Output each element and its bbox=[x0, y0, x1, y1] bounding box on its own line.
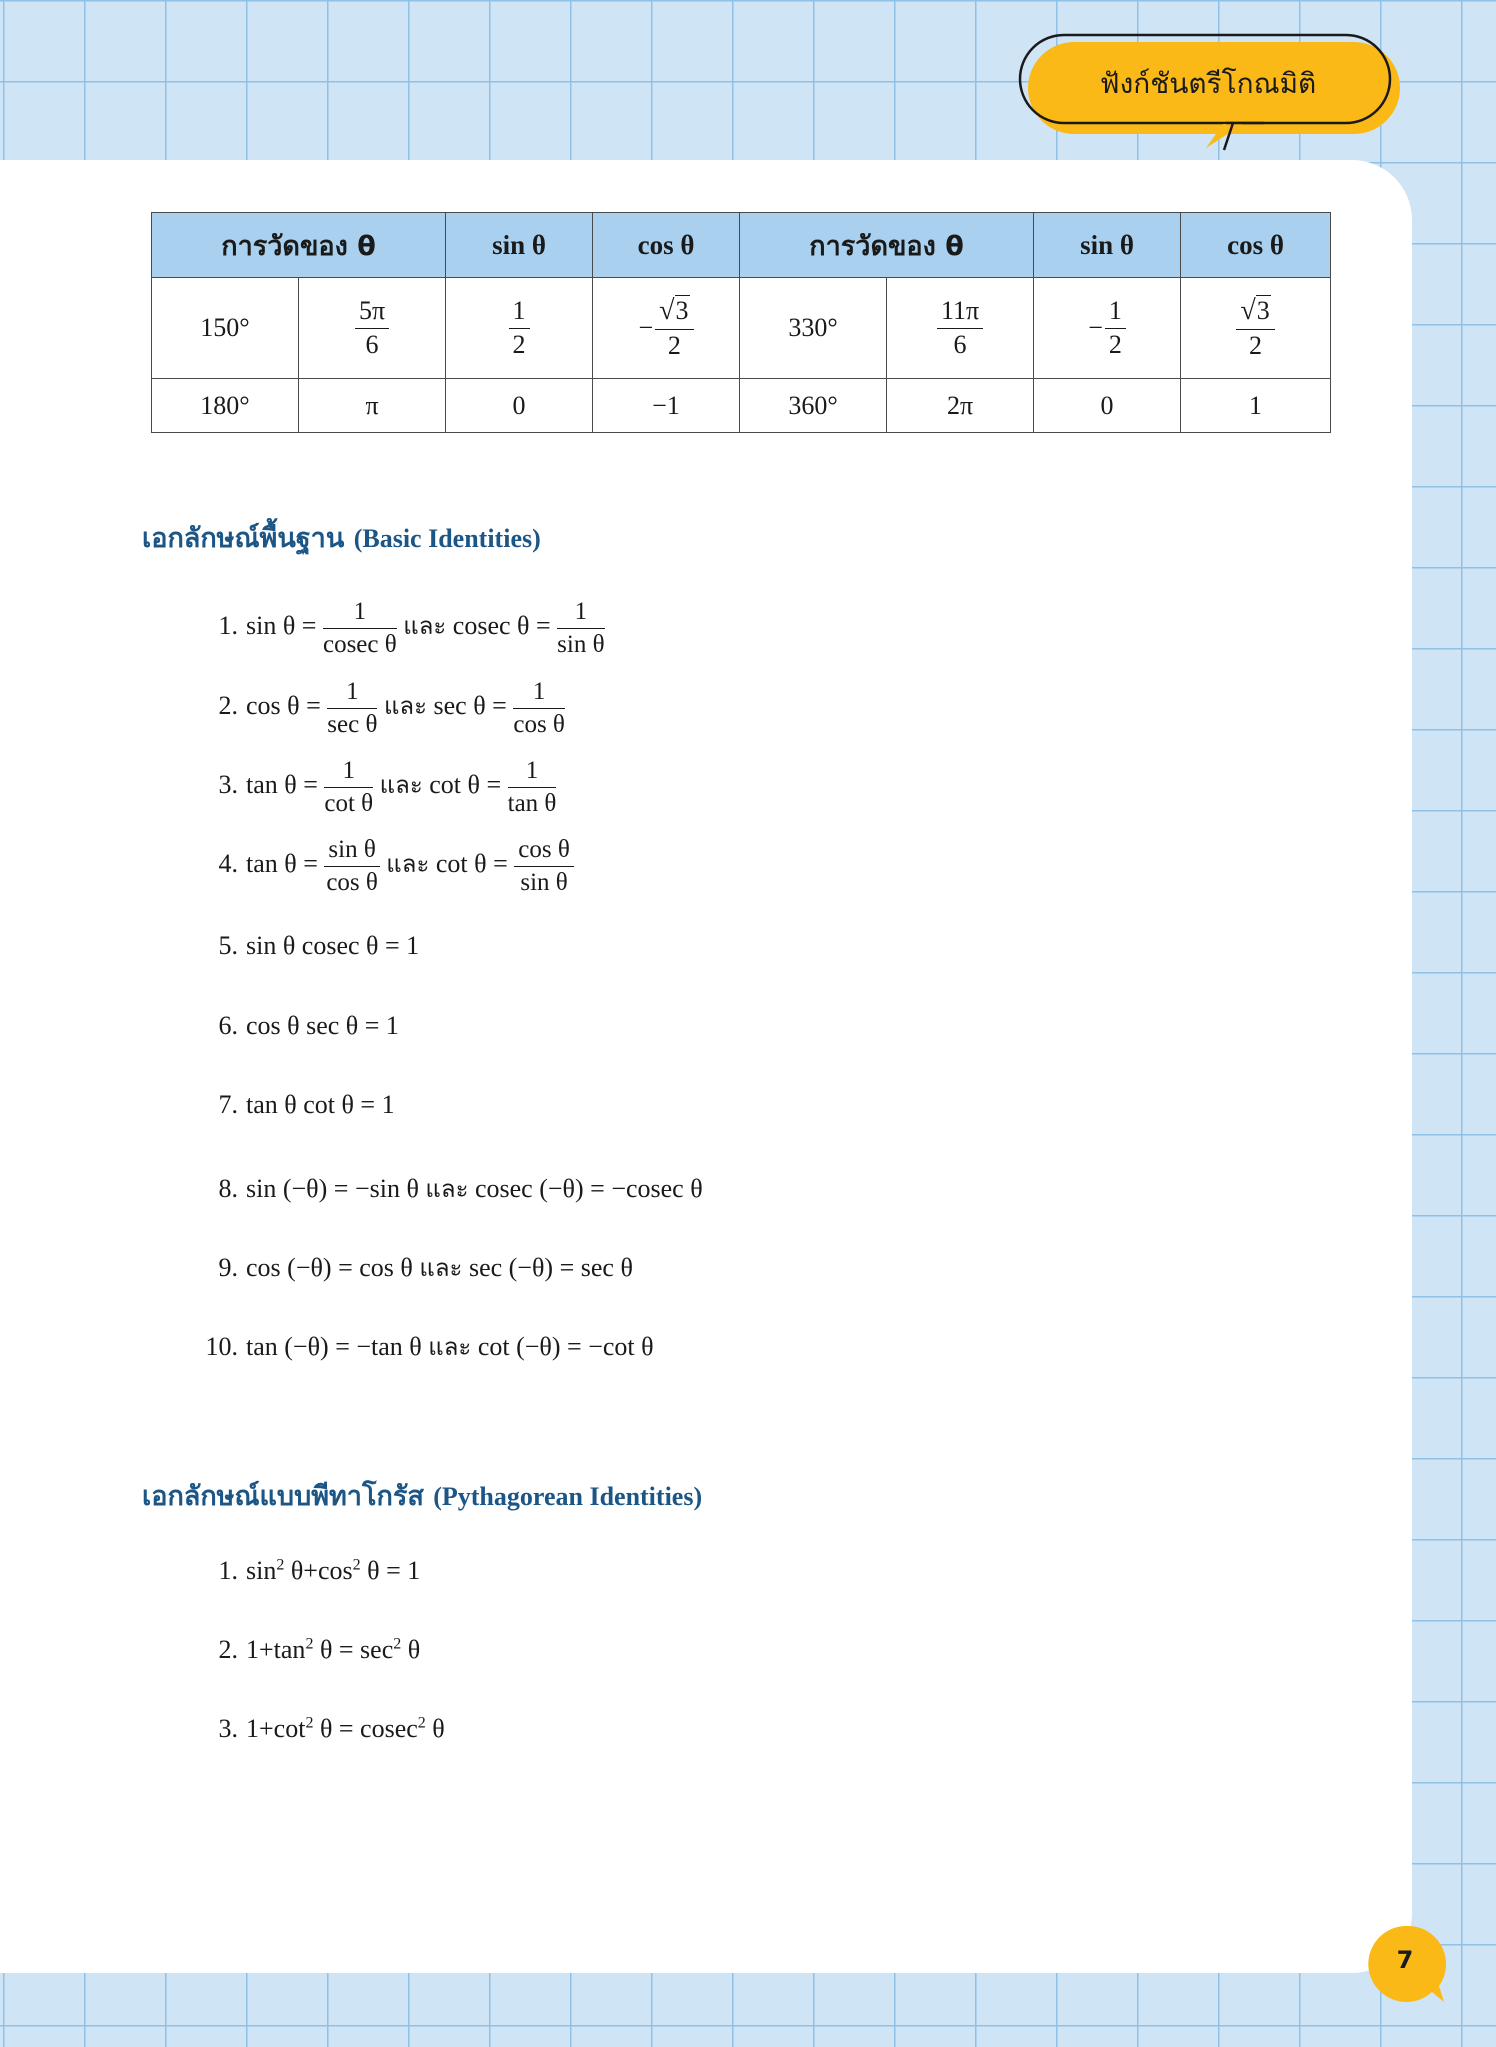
fraction: $\frac{1}{\text{tan θ}}$ bbox=[507, 757, 557, 817]
fraction: $\frac{\text{sin θ}}{\text{cos θ}}$ bbox=[326, 836, 378, 896]
identity-item: 3. $1+\cot^2$ θ = cosec$^2$ θ bbox=[218, 1714, 445, 1743]
table-header-cell: การวัดของ θ bbox=[152, 213, 446, 278]
identity-item: 1. $\sin^2 \theta+\cos^2$ θ = 1 bbox=[218, 1556, 421, 1585]
chapter-bubble bbox=[1018, 32, 1402, 132]
table-cell bbox=[446, 278, 593, 379]
identity-item: 3. tan θ = $\frac{1}{\text{cot θ}}$ และ cot θ = $\frac{1}{\text{tan θ}}$ bbox=[218, 757, 557, 817]
table-cell: 1 bbox=[1181, 379, 1331, 433]
fraction: $\frac{1}{\text{cos θ}}$ bbox=[513, 678, 565, 738]
fraction: $\frac{11\pi}{6}$ bbox=[937, 297, 983, 359]
table-cell bbox=[299, 278, 446, 379]
fraction: $\frac{1}{\text{sin θ}}$ bbox=[557, 598, 605, 658]
identity-item: 2. $1+\tan^2$ $\theta = \sec^2 \theta$ bbox=[218, 1635, 421, 1664]
basic-identities-heading: เอกลักษณ์พื้นฐาน (Basic Identities) bbox=[142, 523, 541, 554]
table-cell bbox=[1181, 278, 1331, 379]
table-cell: 180° bbox=[152, 379, 299, 433]
fraction: $\frac{5\pi}{6}$ bbox=[355, 297, 389, 359]
identity-item: 1. sin θ = $\frac{1}{\text{cosec θ}}$ และ cosec θ = $\frac{1}{\text{sin θ}}$ bbox=[218, 598, 605, 658]
identity-item: 2. cos θ = $\frac{1}{\text{sec θ}}$ และ sec θ = $\frac{1}{\text{cos θ}}$ bbox=[218, 678, 565, 738]
table-header-cell: sin θ bbox=[446, 213, 593, 278]
fraction: $\frac{√3}{2}$ bbox=[655, 296, 693, 360]
table-cell: − $\frac{√3}{2}$ bbox=[593, 278, 740, 379]
table-header-cell: การวัดของ θ bbox=[740, 213, 1034, 278]
fraction: $\frac{1}{\text{cot θ}}$ bbox=[324, 757, 374, 817]
fraction: $\frac{√3}{2}$ bbox=[1236, 296, 1274, 360]
table-cell: 0 bbox=[446, 379, 593, 433]
identity-item: 9. cos (−θ) = cos θ และ sec (−θ) = sec θ bbox=[218, 1253, 633, 1282]
fraction: $\frac{1}{2}$ bbox=[1105, 297, 1126, 359]
table-cell: 330° bbox=[740, 278, 887, 379]
table-cell: π bbox=[299, 379, 446, 433]
fraction: $\frac{1}{\text{cosec θ}}$ bbox=[322, 598, 397, 658]
table-row bbox=[152, 278, 1331, 379]
table-row bbox=[152, 379, 1331, 433]
identity-item: 5. sin θ cosec θ = 1 bbox=[218, 931, 420, 960]
table-cell: − $\frac{1}{2}$ bbox=[1034, 278, 1181, 379]
identity-item: 7. tan θ cot θ = 1 bbox=[218, 1090, 395, 1119]
table-header-cell: cos θ bbox=[593, 213, 740, 278]
table-header-cell: cos θ bbox=[1181, 213, 1331, 278]
fraction: $\frac{1}{\text{sec θ}}$ bbox=[327, 678, 378, 738]
trig-values-table bbox=[151, 212, 1331, 433]
table-header-row bbox=[152, 213, 1331, 278]
fraction: $\frac{\text{cos θ}}{\text{sin θ}}$ bbox=[514, 836, 574, 896]
page-number-badge bbox=[1366, 1924, 1446, 2004]
table-cell bbox=[887, 278, 1034, 379]
pythagorean-identities-heading: เอกลักษณ์แบบพีทาโกรัส (Pythagorean Identities) bbox=[142, 1481, 703, 1512]
table-cell: 2π bbox=[887, 379, 1034, 433]
page-number: 7 bbox=[1396, 1946, 1414, 1974]
identity-item: 6. cos θ sec θ = 1 bbox=[218, 1011, 399, 1040]
table-cell: 0 bbox=[1034, 379, 1181, 433]
fraction: $\frac{1}{2}$ bbox=[509, 297, 530, 359]
identity-item: 8. sin (−θ) = −sin θ และ cosec (−θ) = −cosec θ bbox=[218, 1174, 703, 1203]
chapter-title: ฟังก์ชันตรีโกณมิติ bbox=[1099, 67, 1317, 100]
identity-item: 4. tan θ = $\frac{\text{sin θ}}{\text{cos θ}}$ และ cot θ = $\frac{\text{cos θ}}{\text{sin θ}}$ bbox=[190, 836, 574, 896]
table-cell: 150° bbox=[152, 278, 299, 379]
identity-item: 10. tan (−θ) = −tan θ และ cot (−θ) = −cot θ bbox=[205, 1332, 654, 1361]
table-cell: 360° bbox=[740, 379, 887, 433]
table-header-cell: sin θ bbox=[1034, 213, 1181, 278]
table-cell: −1 bbox=[593, 379, 740, 433]
